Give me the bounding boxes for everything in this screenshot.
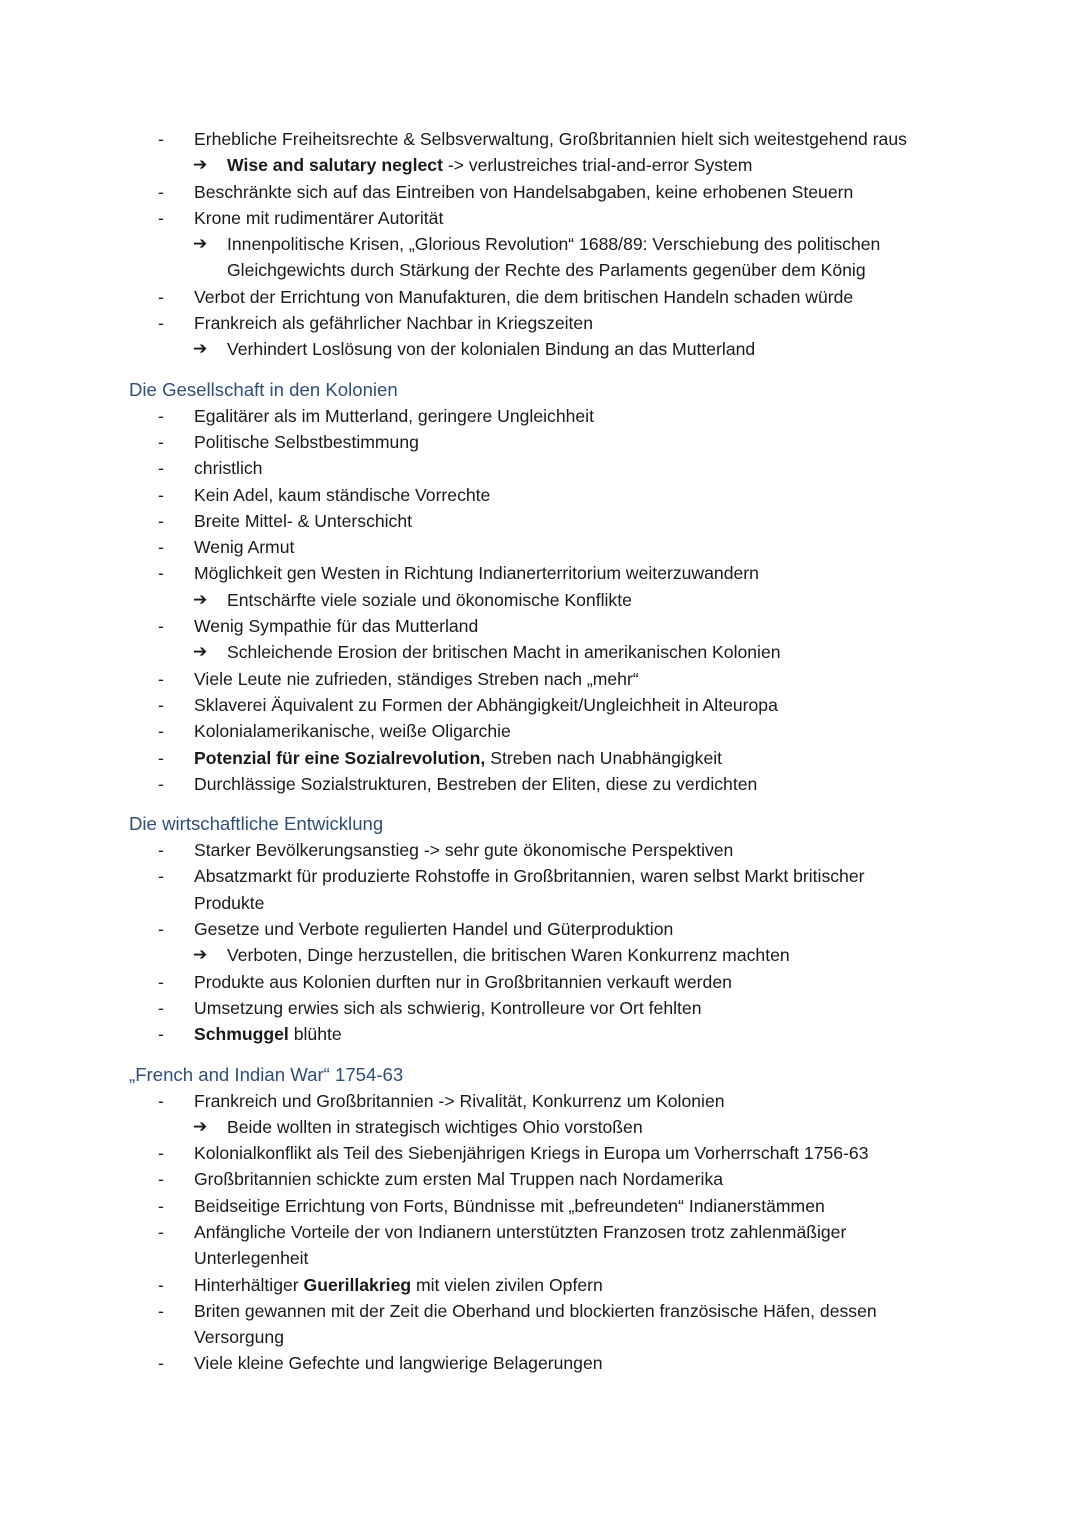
line-text <box>194 482 490 508</box>
heading-text: Die wirtschaftliche Entwicklung <box>129 813 384 835</box>
line-text <box>227 639 781 665</box>
text-segment: Durchlässige Sozialstrukturen, Bestreben der Eliten, diese zu verdichten <box>194 773 758 794</box>
heading-text: „French and Indian War“ 1754-63 <box>129 1063 404 1085</box>
line-text <box>227 1114 643 1140</box>
dash-bullet: - <box>158 919 164 940</box>
line-text <box>194 429 419 455</box>
dash-bullet: - <box>158 1090 164 1111</box>
line-text <box>227 942 790 968</box>
line-text <box>194 1140 869 1166</box>
list-item <box>0 482 1080 508</box>
line-text <box>194 692 778 718</box>
text-segment: Innenpolitische Krisen, „Glorious Revolution“ 1688/89: Verschiebung des politischen <box>227 234 881 255</box>
line-text <box>194 995 702 1021</box>
list-item <box>0 126 1080 152</box>
list-item <box>0 718 1080 744</box>
line-text <box>194 666 639 692</box>
text-segment: Hinterhältiger <box>194 1274 304 1295</box>
line-text <box>194 1298 877 1324</box>
list-item <box>0 1166 1080 1192</box>
line-text <box>227 336 755 362</box>
sub-list-item <box>0 152 1080 178</box>
text-segment: Entschärfte viele soziale und ökonomische Konflikte <box>227 589 632 610</box>
line-text <box>194 745 722 771</box>
dash-bullet: - <box>158 510 164 531</box>
list-item <box>0 1140 1080 1166</box>
list-item <box>0 1272 1080 1298</box>
list-item <box>0 310 1080 336</box>
text-segment: Beidseitige Errichtung von Forts, Bündnisse mit „befreundeten“ Indianerstämmen <box>194 1195 825 1216</box>
dash-bullet: - <box>158 1300 164 1321</box>
dash-bullet: - <box>158 997 164 1018</box>
dash-bullet: - <box>158 694 164 715</box>
text-segment: Wenig Armut <box>194 537 295 558</box>
text-segment: Umsetzung erwies sich als schwierig, Kontrolleure vor Ort fehlten <box>194 997 702 1018</box>
dash-bullet: - <box>158 181 164 202</box>
dash-bullet: - <box>158 1353 164 1374</box>
line-text <box>227 152 752 178</box>
section-heading <box>0 377 1080 403</box>
text-segment: Briten gewannen mit der Zeit die Oberhand und blockierten französische Häfen, dessen <box>194 1300 877 1321</box>
line-text <box>194 771 757 797</box>
bold-text: Schmuggel <box>194 1024 289 1045</box>
sub-list-item <box>0 587 1080 613</box>
line-text <box>194 179 853 205</box>
bold-text: Guerillakrieg <box>303 1274 412 1295</box>
text-segment: Viele Leute nie zufrieden, ständiges Streben nach „mehr“ <box>194 668 639 689</box>
list-item <box>0 745 1080 771</box>
line-text <box>194 1088 725 1114</box>
list-item <box>0 1350 1080 1376</box>
section-heading <box>0 811 1080 837</box>
sub-list-item <box>0 231 1080 257</box>
text-segment: Großbritannien schickte zum ersten Mal Truppen nach Nordamerika <box>194 1169 724 1190</box>
list-item <box>0 613 1080 639</box>
line-text <box>194 534 294 560</box>
line-text <box>194 1193 825 1219</box>
text-segment: Gesetze und Verbote regulierten Handel und Güterproduktion <box>194 919 674 940</box>
document-page <box>0 126 1080 1377</box>
dash-bullet: - <box>158 1195 164 1216</box>
line-text <box>194 508 412 534</box>
list-item <box>0 455 1080 481</box>
dash-bullet: - <box>158 563 164 584</box>
list-item <box>0 666 1080 692</box>
list-item <box>0 969 1080 995</box>
text-segment: Streben nach Unabhängigkeit <box>485 747 723 768</box>
arrow-right-icon: ➔ <box>193 945 208 965</box>
text-segment: Verhindert Loslösung von der kolonialen Bindung an das Mutterland <box>227 339 756 360</box>
dash-bullet: - <box>158 1274 164 1295</box>
text-segment: Krone mit rudimentärer Autorität <box>194 207 444 228</box>
line-text <box>194 455 262 481</box>
dash-bullet: - <box>158 616 164 637</box>
heading-text: Die Gesellschaft in den Kolonien <box>129 378 398 400</box>
text-segment: Viele kleine Gefechte und langwierige Belagerungen <box>194 1353 603 1374</box>
list-item <box>0 1219 1080 1245</box>
sub-list-item <box>0 639 1080 665</box>
dash-bullet: - <box>158 1143 164 1164</box>
sub-list-item <box>0 336 1080 362</box>
arrow-right-icon: ➔ <box>193 589 208 609</box>
text-segment: Kolonialamerikanische, weiße Oligarchie <box>194 721 511 742</box>
list-item <box>0 995 1080 1021</box>
text-segment: Beschränkte sich auf das Eintreiben von Handelsabgaben, keine erhobenen Steuern <box>194 181 854 202</box>
list-item <box>0 863 1080 889</box>
dash-bullet: - <box>158 1221 164 1242</box>
dash-bullet: - <box>158 721 164 742</box>
list-item <box>0 1088 1080 1114</box>
list-item-continuation <box>0 1245 1080 1271</box>
line-text <box>194 1219 846 1245</box>
dash-bullet: - <box>158 1169 164 1190</box>
text-segment: Breite Mittel- & Unterschicht <box>194 510 413 531</box>
line-text <box>227 231 880 257</box>
dash-bullet: - <box>158 484 164 505</box>
text-segment: Verboten, Dinge herzustellen, die britischen Waren Konkurrenz machten <box>227 945 790 966</box>
line-text <box>194 863 864 889</box>
bold-text: Wise and salutary neglect <box>227 155 443 176</box>
line-text <box>227 257 866 283</box>
line-text <box>194 284 853 310</box>
dash-bullet: - <box>158 668 164 689</box>
text-segment: blühte <box>288 1024 342 1045</box>
arrow-right-icon: ➔ <box>193 234 208 254</box>
section-heading <box>0 1062 1080 1088</box>
text-segment: mit vielen zivilen Opfern <box>411 1274 603 1295</box>
text-segment: -> verlustreiches trial-and-error System <box>442 155 753 176</box>
line-text <box>194 916 673 942</box>
list-item <box>0 534 1080 560</box>
list-item <box>0 560 1080 586</box>
dash-bullet: - <box>158 431 164 452</box>
list-item <box>0 179 1080 205</box>
text-segment: Frankreich als gefährlicher Nachbar in Kriegszeiten <box>194 313 593 334</box>
dash-bullet: - <box>158 286 164 307</box>
line-text <box>194 1021 342 1047</box>
list-item <box>0 771 1080 797</box>
dash-bullet: - <box>158 129 164 149</box>
line-text <box>194 890 264 916</box>
text-segment: Unterlegenheit <box>194 1248 309 1269</box>
line-text <box>194 1166 723 1192</box>
list-item <box>0 837 1080 863</box>
sub-list-item <box>0 942 1080 968</box>
bold-text: Potenzial für eine Sozialrevolution, <box>194 747 486 768</box>
list-item <box>0 205 1080 231</box>
dash-bullet: - <box>158 840 164 861</box>
dash-bullet: - <box>158 1024 164 1045</box>
line-text <box>194 126 907 152</box>
list-item-continuation <box>0 890 1080 916</box>
line-text <box>194 403 594 429</box>
sub-list-item <box>0 1114 1080 1140</box>
line-text <box>194 1324 284 1350</box>
line-text <box>194 1272 603 1298</box>
dash-bullet: - <box>158 971 164 992</box>
dash-bullet: - <box>158 537 164 558</box>
sub-item-continuation <box>0 257 1080 283</box>
line-text <box>194 1350 603 1376</box>
text-segment: Starker Bevölkerungsanstieg -> sehr gute ökonomische Perspektiven <box>194 840 734 861</box>
text-segment: Gleichgewichts durch Stärkung der Rechte des Parlaments gegenüber dem König <box>227 260 866 281</box>
line-text <box>194 837 733 863</box>
dash-bullet: - <box>158 405 164 426</box>
text-segment: Wenig Sympathie für das Mutterland <box>194 616 479 637</box>
dash-bullet: - <box>158 866 164 887</box>
text-segment: Verbot der Errichtung von Manufakturen, die dem britischen Handeln schaden würde <box>194 286 854 307</box>
text-segment: Politische Selbstbestimmung <box>194 431 419 452</box>
line-text <box>227 587 632 613</box>
line-text <box>194 310 593 336</box>
line-text <box>194 1245 308 1271</box>
line-text <box>194 613 478 639</box>
list-item <box>0 1298 1080 1324</box>
arrow-right-icon: ➔ <box>193 1116 208 1136</box>
text-segment: Kein Adel, kaum ständische Vorrechte <box>194 484 491 505</box>
text-segment: Absatzmarkt für produzierte Rohstoffe in Großbritannien, waren selbst Markt britischer <box>194 866 865 887</box>
text-segment: Produkte aus Kolonien durften nur in Großbritannien verkauft werden <box>194 971 732 992</box>
text-segment: Versorgung <box>194 1327 284 1348</box>
dash-bullet: - <box>158 207 164 228</box>
list-item <box>0 692 1080 718</box>
list-item <box>0 1021 1080 1047</box>
text-segment: Frankreich und Großbritannien -> Rivalität, Konkurrenz um Kolonien <box>194 1090 725 1111</box>
line-text <box>194 718 511 744</box>
text-segment: Egalitärer als im Mutterland, geringere Ungleichheit <box>194 405 594 426</box>
arrow-right-icon: ➔ <box>193 155 208 175</box>
list-item <box>0 429 1080 455</box>
dash-bullet: - <box>158 747 164 768</box>
text-segment: Anfängliche Vorteile der von Indianern unterstützten Franzosen trotz zahlenmäßiger <box>194 1221 847 1242</box>
list-item-continuation <box>0 1324 1080 1350</box>
text-segment: Produkte <box>194 892 265 913</box>
dash-bullet: - <box>158 773 164 794</box>
list-item <box>0 284 1080 310</box>
dash-bullet: - <box>158 313 164 334</box>
list-item <box>0 916 1080 942</box>
dash-bullet: - <box>158 458 164 479</box>
text-segment: Erhebliche Freiheitsrechte & Selbsverwaltung, Großbritannien hielt sich weitestgehend raus <box>194 129 907 149</box>
text-segment: Möglichkeit gen Westen in Richtung Indianerterritorium weiterzuwandern <box>194 563 759 584</box>
list-item <box>0 403 1080 429</box>
list-item <box>0 1193 1080 1219</box>
text-segment: Schleichende Erosion der britischen Macht in amerikanischen Kolonien <box>227 642 781 663</box>
line-text <box>194 969 732 995</box>
arrow-right-icon: ➔ <box>193 642 208 662</box>
line-text <box>194 560 759 586</box>
text-segment: Beide wollten in strategisch wichtiges Ohio vorstoßen <box>227 1116 643 1137</box>
text-segment: Kolonialkonflikt als Teil des Siebenjährigen Kriegs in Europa um Vorherrschaft 1756-63 <box>194 1143 869 1164</box>
list-item <box>0 508 1080 534</box>
arrow-right-icon: ➔ <box>193 339 208 359</box>
line-text <box>194 205 443 231</box>
text-segment: christlich <box>194 458 263 479</box>
text-segment: Sklaverei Äquivalent zu Formen der Abhängigkeit/Ungleichheit in Alteuropa <box>194 694 778 715</box>
